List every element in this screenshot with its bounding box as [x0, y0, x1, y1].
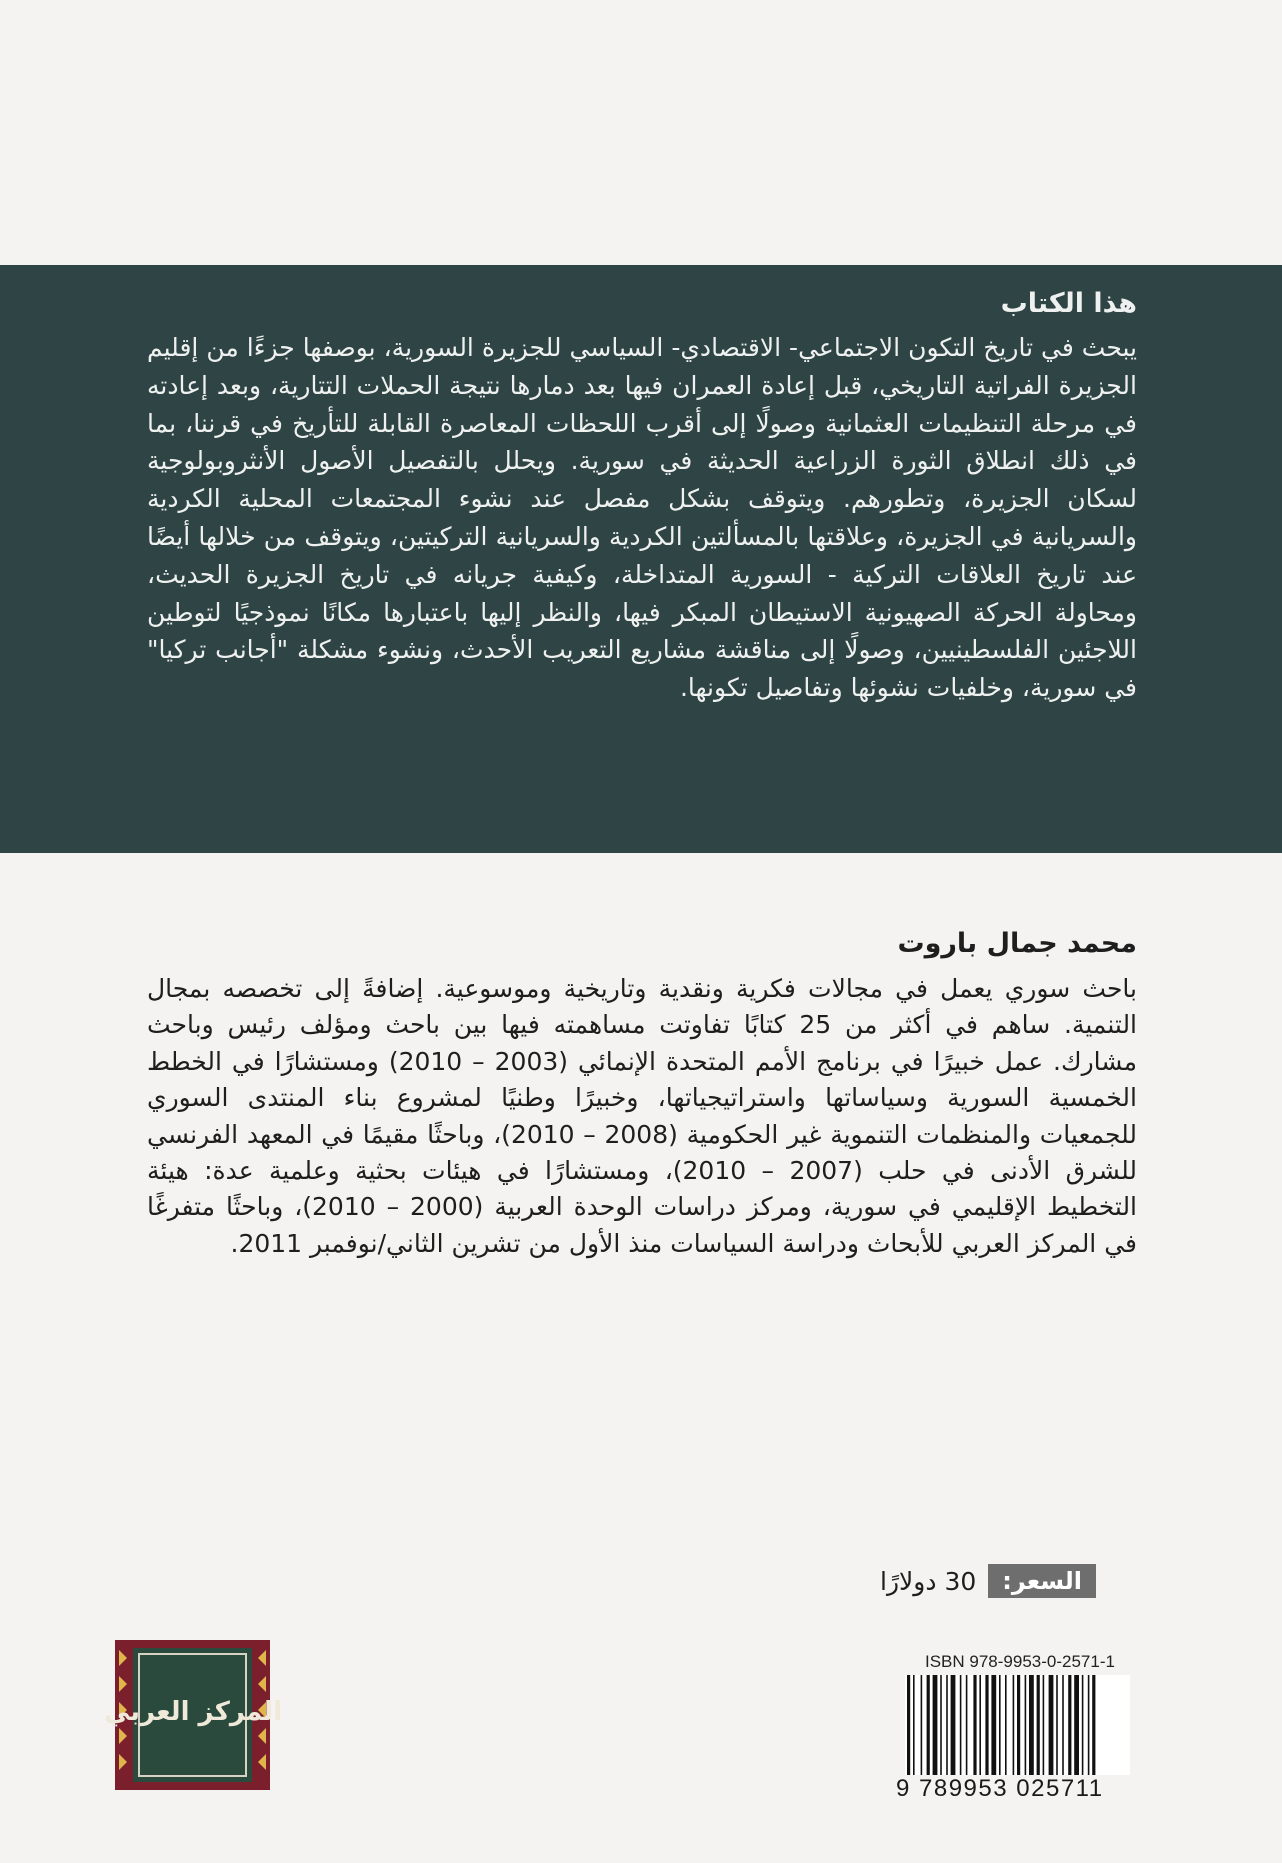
about-book-title: هذا الكتاب [1000, 288, 1137, 319]
isbn-text: ISBN 978-9953-0-2571-1 [925, 1652, 1115, 1671]
price-label: السعر: [988, 1564, 1096, 1598]
about-book-panel [0, 265, 1282, 853]
about-book-body: يبحث في تاريخ التكون الاجتماعي- الاقتصادي- السياسي للجزيرة السورية، بوصفها جزءًا من إقليم الجزيرة الفراتية التاريخي، قبل إعادة العمران فيها بعد دمارها نتيجة الحملات التتارية، وبعد إعادته في مرحلة التنظيمات العثمانية وصولًا إلى أقرب اللحظات المعاصرة القابلة للتأريخ في قرننا، بما في ذلك انطلاق الثورة الزراعية الحديثة في سورية. ويحلل بالتفصيل الأصول الأنثروبولوجية لسكان الجزيرة، وتطورهم. ويتوقف بشكل مفصل عند نشوء المجتمعات المحلية الكردية والسريانية في الجزيرة، وعلاقتها بالمسألتين الكردية والسريانية التركيتين، ويتوقف من خلالها أيضًا عند تاريخ العلاقات التركية - السورية المتداخلة، وكيفية جريانه في تاريخ الجزيرة الحديث، ومحاولة الحركة الصهيونية الاستيطان المبكر فيها، والنظر إليها باعتبارها مكانًا نموذجيًا لتوطين اللاجئين الفلسطينيين، وصولًا إلى مناقشة مشاريع التعريب الأحدث، ونشوء مشكلة "أجانب تركيا" في سورية، وخلفيات نشوئها وتفاصيل تكونها. [147, 333, 1137, 703]
about-book-text [147, 285, 1137, 707]
author-bio: باحث سوري يعمل في مجالات فكرية ونقدية وتاريخية وموسوعية. إضافةً إلى تخصصه بمجال التنمية. ساهم في أكثر من 25 كتابًا تفاوتت مساهمته فيها بين باحث ومؤلف رئيس وباحث مشارك. عمل خبيرًا في برنامج الأمم المتحدة الإنمائي (2003 – 2010) ومستشارًا في الخطط الخمسية السورية وسياساتها واستراتيجياتها، وخبيرًا وطنيًا لمشروع بناء المنتدى السوري للجمعيات والمنظمات التنموية غير الحكومية (2008 – 2010)، وباحثًا مقيمًا في المعهد الفرنسي للشرق الأدنى في حلب (2007 – 2010)، ومستشارًا في هيئات بحثية وعلمية عدة: هيئة التخطيط الإقليمي في سورية، ومركز دراسات الوحدة العربية (2000 – 2010)، وباحثًا متفرغًا في المركز العربي للأبحاث ودراسة السياسات منذ الأول من تشرين الثاني/نوفمبر 2011. [147, 974, 1138, 1258]
author-name: محمد جمال باروت [897, 928, 1137, 959]
barcode-icon [905, 1675, 1130, 1775]
author-section [147, 925, 1137, 1262]
price-row [880, 1563, 1096, 1599]
publisher-logo-icon [103, 1640, 283, 1790]
price-value: 30 دولارًا [880, 1566, 977, 1596]
barcode-digits: 9 789953 025711 [896, 1775, 1104, 1802]
logo-text: المركز العربي [103, 1697, 283, 1727]
